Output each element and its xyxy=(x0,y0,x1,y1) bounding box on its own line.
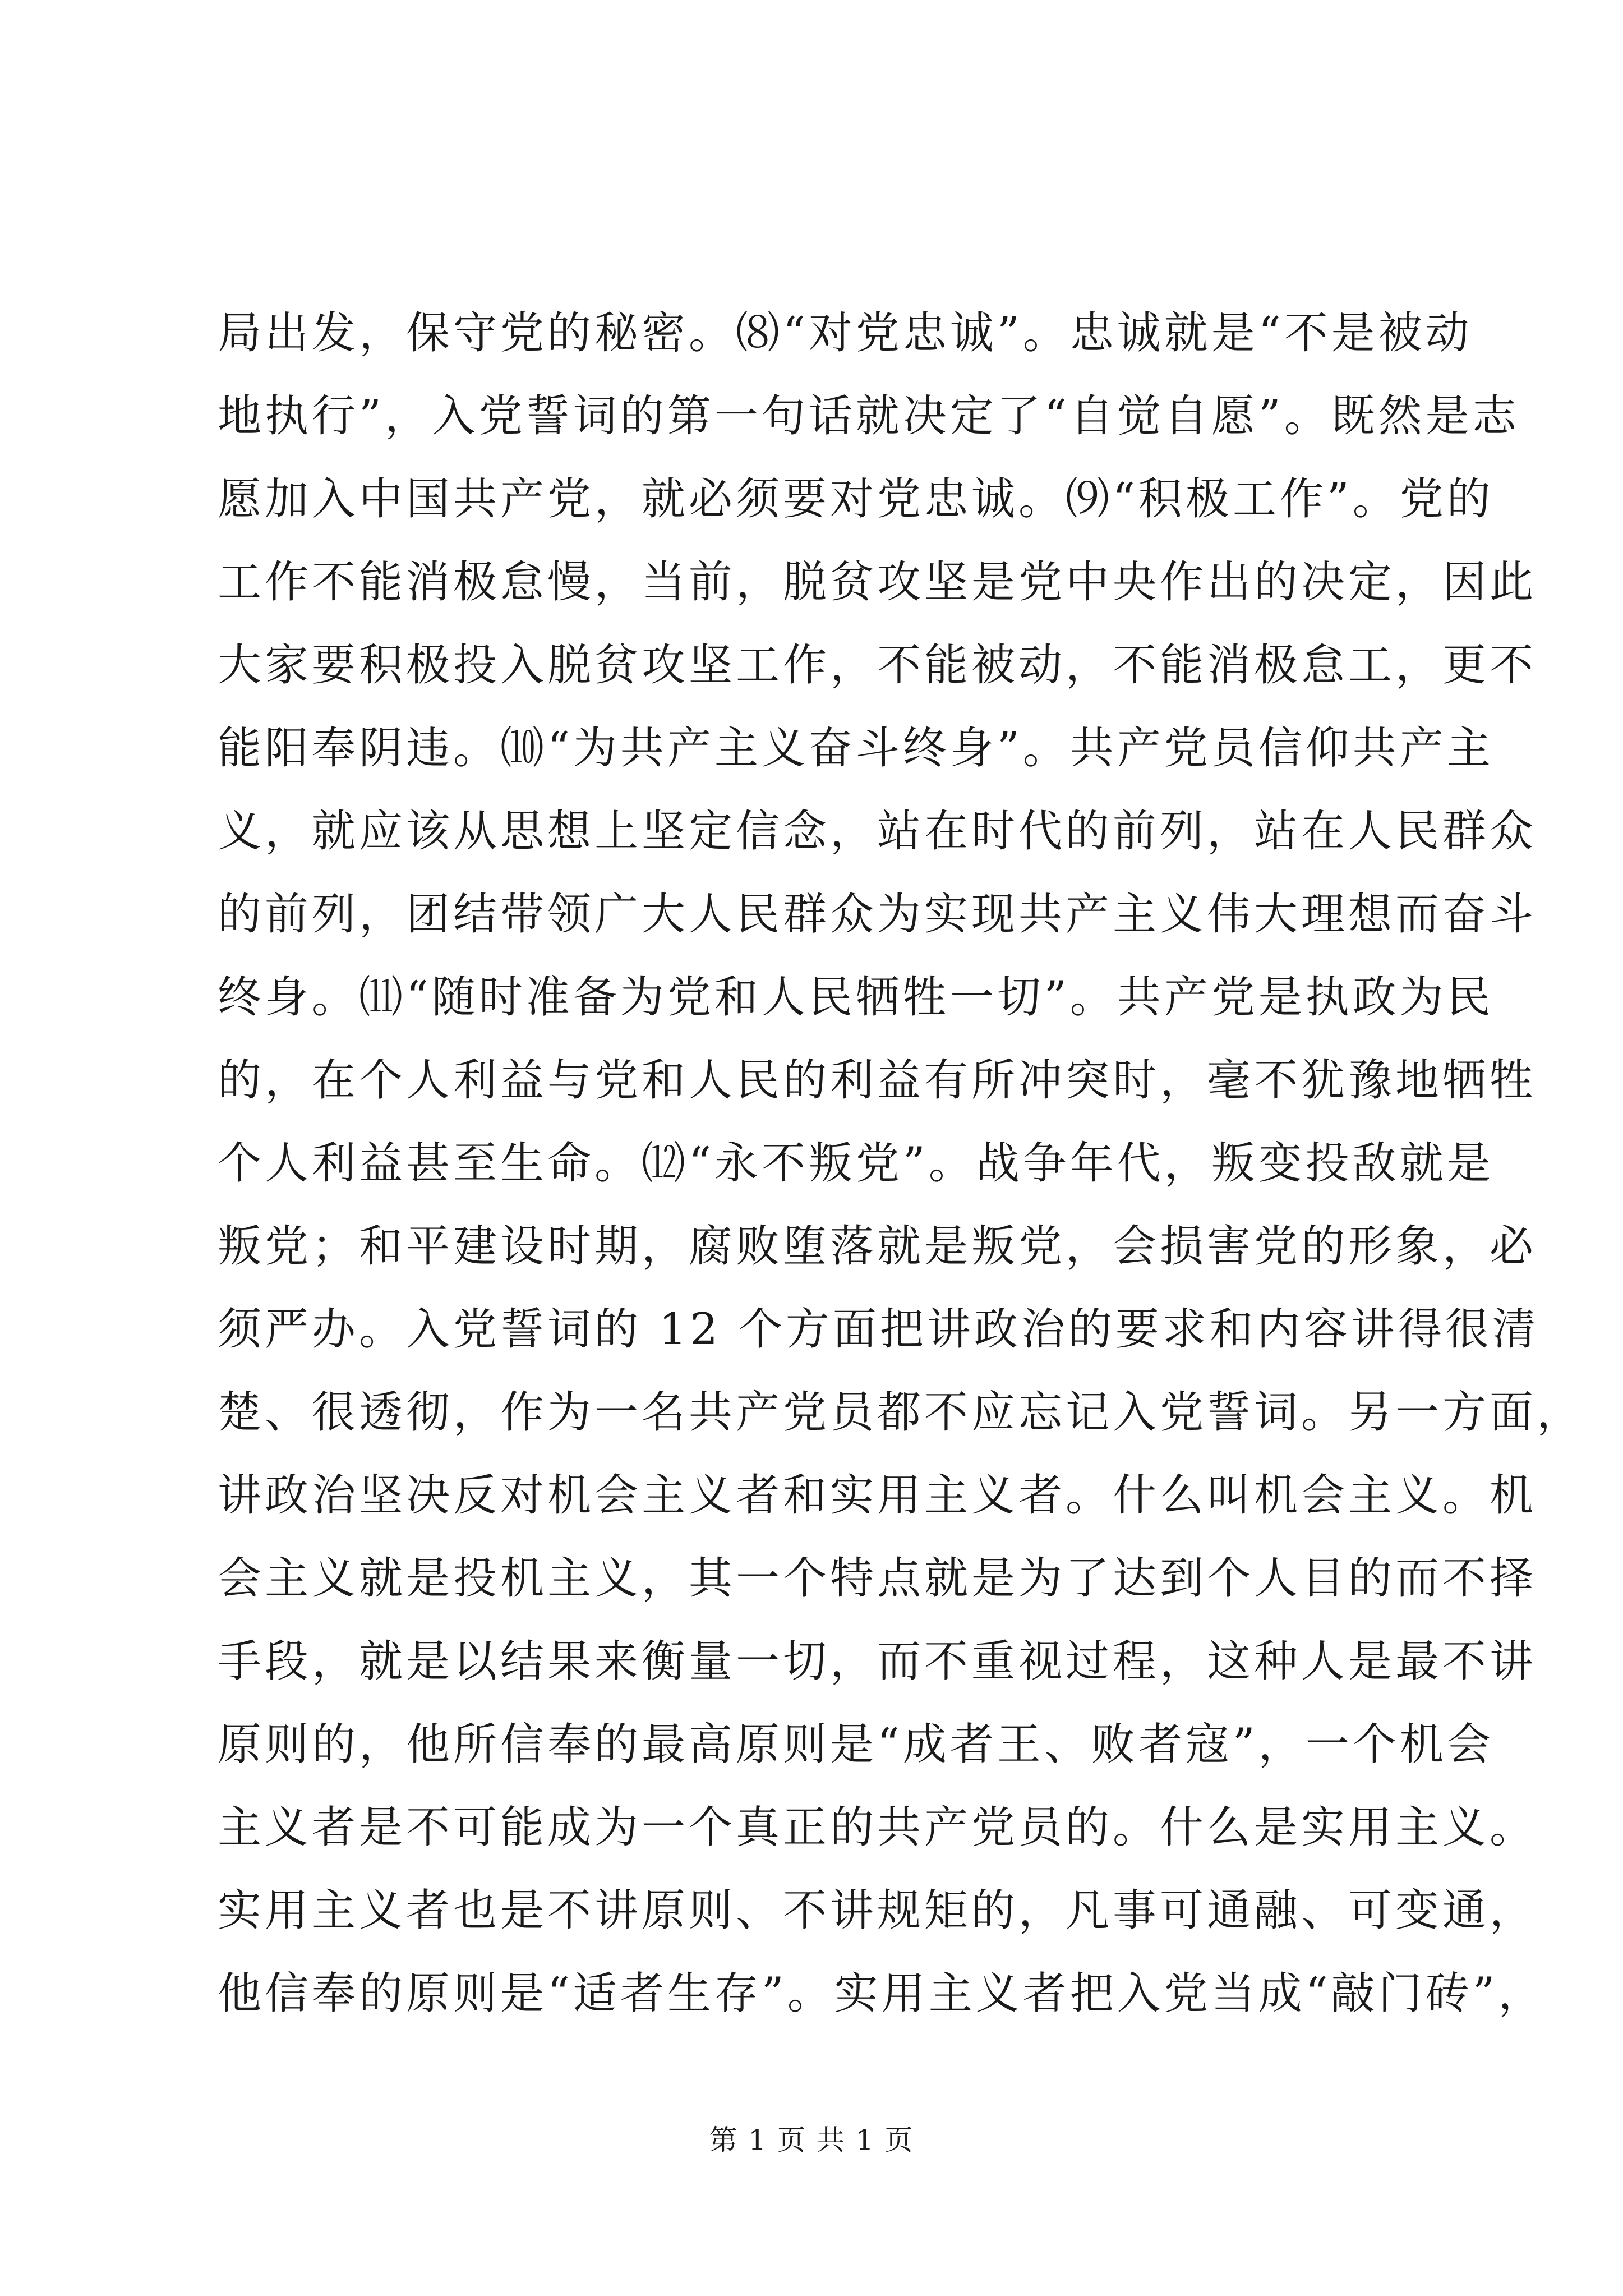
text-line: 他信奉的原则是“适者生存”。实用主义者把入党当成“敲门砖”， xyxy=(218,1968,1546,2019)
text-line: 讲政治坚决反对机会主义者和实用主义者。什么叫机会主义。机 xyxy=(218,1470,1537,1521)
text-line: 实用主义者也是不讲原则、不讲规矩的，凡事可通融、可变通， xyxy=(218,1885,1537,1936)
text-line: 个人利益甚至生命。⑿“永不叛党”。战争年代，叛变投敌就是 xyxy=(218,1138,1494,1189)
text-line: 楚、很透彻，作为一名共产党员都不应忘记入党誓词。另一方面， xyxy=(218,1387,1584,1438)
text-line: 原则的，他所信奉的最高原则是“成者王、败者寇”，一个机会 xyxy=(218,1719,1494,1770)
text-line: 叛党；和平建设时期，腐败堕落就是叛党，会损害党的形象，必 xyxy=(218,1221,1537,1272)
text-line: 工作不能消极怠慢，当前，脱贫攻坚是党中央作出的决定，因此 xyxy=(218,557,1537,608)
text-line: 须严办。入党誓词的 12 个方面把讲政治的要求和内容讲得很清 xyxy=(218,1304,1539,1355)
text-line: 的前列，团结带领广大人民群众为实现共产主义伟大理想而奋斗 xyxy=(218,889,1537,940)
text-line: 义，就应该从思想上坚定信念，站在时代的前列，站在人民群众 xyxy=(218,806,1537,857)
text-line: 会主义就是投机主义，其一个特点就是为了达到个人目的而不择 xyxy=(218,1553,1537,1604)
text-line: 手段，就是以结果来衡量一切，而不重视过程，这种人是最不讲 xyxy=(218,1636,1537,1687)
text-line: 局出发，保守党的秘密。⑻“对党忠诚”。忠诚就是“不是被动 xyxy=(218,308,1473,358)
text-line: 主义者是不可能成为一个真正的共产党员的。什么是实用主义。 xyxy=(218,1802,1537,1853)
page-number-footer: 第 1 页 共 1 页 xyxy=(709,2124,914,2156)
text-line: 大家要积极投入脱贫攻坚工作，不能被动，不能消极怠工，更不 xyxy=(218,640,1537,691)
text-line: 地执行”，入党誓词的第一句话就决定了“自觉自愿”。既然是志 xyxy=(218,391,1520,441)
text-line: 愿加入中国共产党，就必须要对党忠诚。⑼“积极工作”。党的 xyxy=(218,474,1494,524)
text-line: 能阳奉阴违。⑽“为共产主义奋斗终身”。共产党员信仰共产主 xyxy=(218,723,1494,774)
text-line: 的，在个人利益与党和人民的利益有所冲突时，毫不犹豫地牺牲 xyxy=(218,1055,1537,1106)
text-line: 终身。⑾“随时准备为党和人民牺牲一切”。共产党是执政为民 xyxy=(218,972,1494,1023)
document-body xyxy=(218,292,1584,2035)
